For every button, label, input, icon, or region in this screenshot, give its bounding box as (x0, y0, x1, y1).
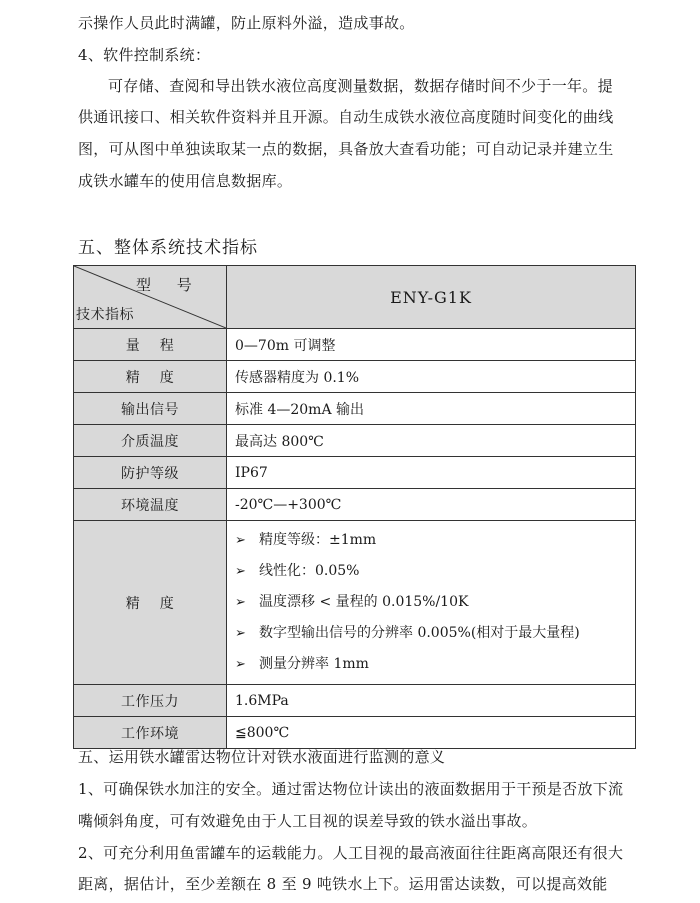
table-row (74, 717, 636, 749)
software-para-1: 可存储、查阅和导出铁水液位高度测量数据，数据存储时间不少于一年。提 (108, 77, 613, 95)
precision-list-cell (227, 521, 636, 685)
row-label: 防护等级 (74, 457, 227, 489)
table-row (74, 393, 636, 425)
significance-line-4: 距离，据估计，至少差额在 8 至 9 吨铁水上下。运用雷达读数，可以提高效能 (78, 875, 608, 893)
model-name: ENY-G1K (227, 266, 636, 329)
list-item: ➢ 精度等级：±1mm (235, 525, 635, 556)
row-value: 最高达 800℃ (227, 425, 636, 457)
table-row (74, 489, 636, 521)
arrow-right-icon: ➢ (235, 564, 246, 579)
row-value: 传感器精度为 0.1% (227, 361, 636, 393)
row-label: 输出信号 (74, 393, 227, 425)
list-item: ➢ 数字型输出信号的分辨率 0.005%(相对于最大量程) (235, 618, 635, 649)
software-para-2: 供通讯接口、相关软件资料并且开源。自动生成铁水液位高度随时间变化的曲线 (78, 108, 614, 126)
significance-line-1: 1、可确保铁水加注的安全。通过雷达物位计读出的液面数据用于干预是否放下流 (78, 780, 624, 798)
header-model-label: 型 号 (136, 276, 194, 294)
arrow-right-icon: ➢ (235, 657, 246, 672)
row-value: IP67 (227, 457, 636, 489)
arrow-right-icon: ➢ (235, 626, 246, 641)
table-row (74, 329, 636, 361)
row-value: 0—70m 可调整 (227, 329, 636, 361)
software-para-3: 图，可从图中单独读取某一点的数据，具备放大查看功能；可自动记录并建立生 (78, 140, 614, 158)
precision-list (227, 521, 635, 684)
row-value: 1.6MPa (227, 685, 636, 717)
row-label: 工作压力 (74, 685, 227, 717)
row-label: 精 度 (74, 521, 227, 685)
intro-line-2: 4、软件控制系统： (78, 46, 211, 64)
row-label: 精 度 (74, 361, 227, 393)
significance-line-3: 2、可充分利用鱼雷罐车的运载能力。人工目视的最高液面往往距离高限还有很大 (78, 844, 624, 862)
row-label: 工作环境 (74, 717, 227, 749)
table-row (74, 685, 636, 717)
list-item: ➢ 线性化：0.05% (235, 556, 635, 587)
section-title: 五、整体系统技术指标 (78, 238, 258, 258)
row-label: 环境温度 (74, 489, 227, 521)
list-item: ➢ 测量分辨率 1mm (235, 649, 635, 680)
software-para-4: 成铁水罐车的使用信息数据库。 (78, 172, 293, 190)
significance-title: 五、运用铁水罐雷达物位计对铁水液面进行监测的意义 (78, 748, 446, 766)
table-row (74, 425, 636, 457)
table-row-precision (74, 521, 636, 685)
arrow-right-icon: ➢ (235, 533, 246, 548)
row-label: 量 程 (74, 329, 227, 361)
table-row (74, 361, 636, 393)
spec-table (73, 265, 636, 749)
row-value: ≦800℃ (227, 717, 636, 749)
row-value: 标准 4—20mA 输出 (227, 393, 636, 425)
intro-line-1: 示操作人员此时满罐，防止原料外溢，造成事故。 (78, 14, 415, 32)
row-label: 介质温度 (74, 425, 227, 457)
list-item: ➢ 温度漂移 < 量程的 0.015%/10K (235, 587, 635, 618)
header-diagonal-cell (74, 266, 227, 329)
header-spec-label: 技术指标 (76, 307, 134, 323)
table-row (74, 457, 636, 489)
row-value: -20℃—+300℃ (227, 489, 636, 521)
significance-line-2: 嘴倾斜角度，可有效避免由于人工目视的误差导致的铁水溢出事故。 (78, 812, 538, 830)
arrow-right-icon: ➢ (235, 595, 246, 610)
